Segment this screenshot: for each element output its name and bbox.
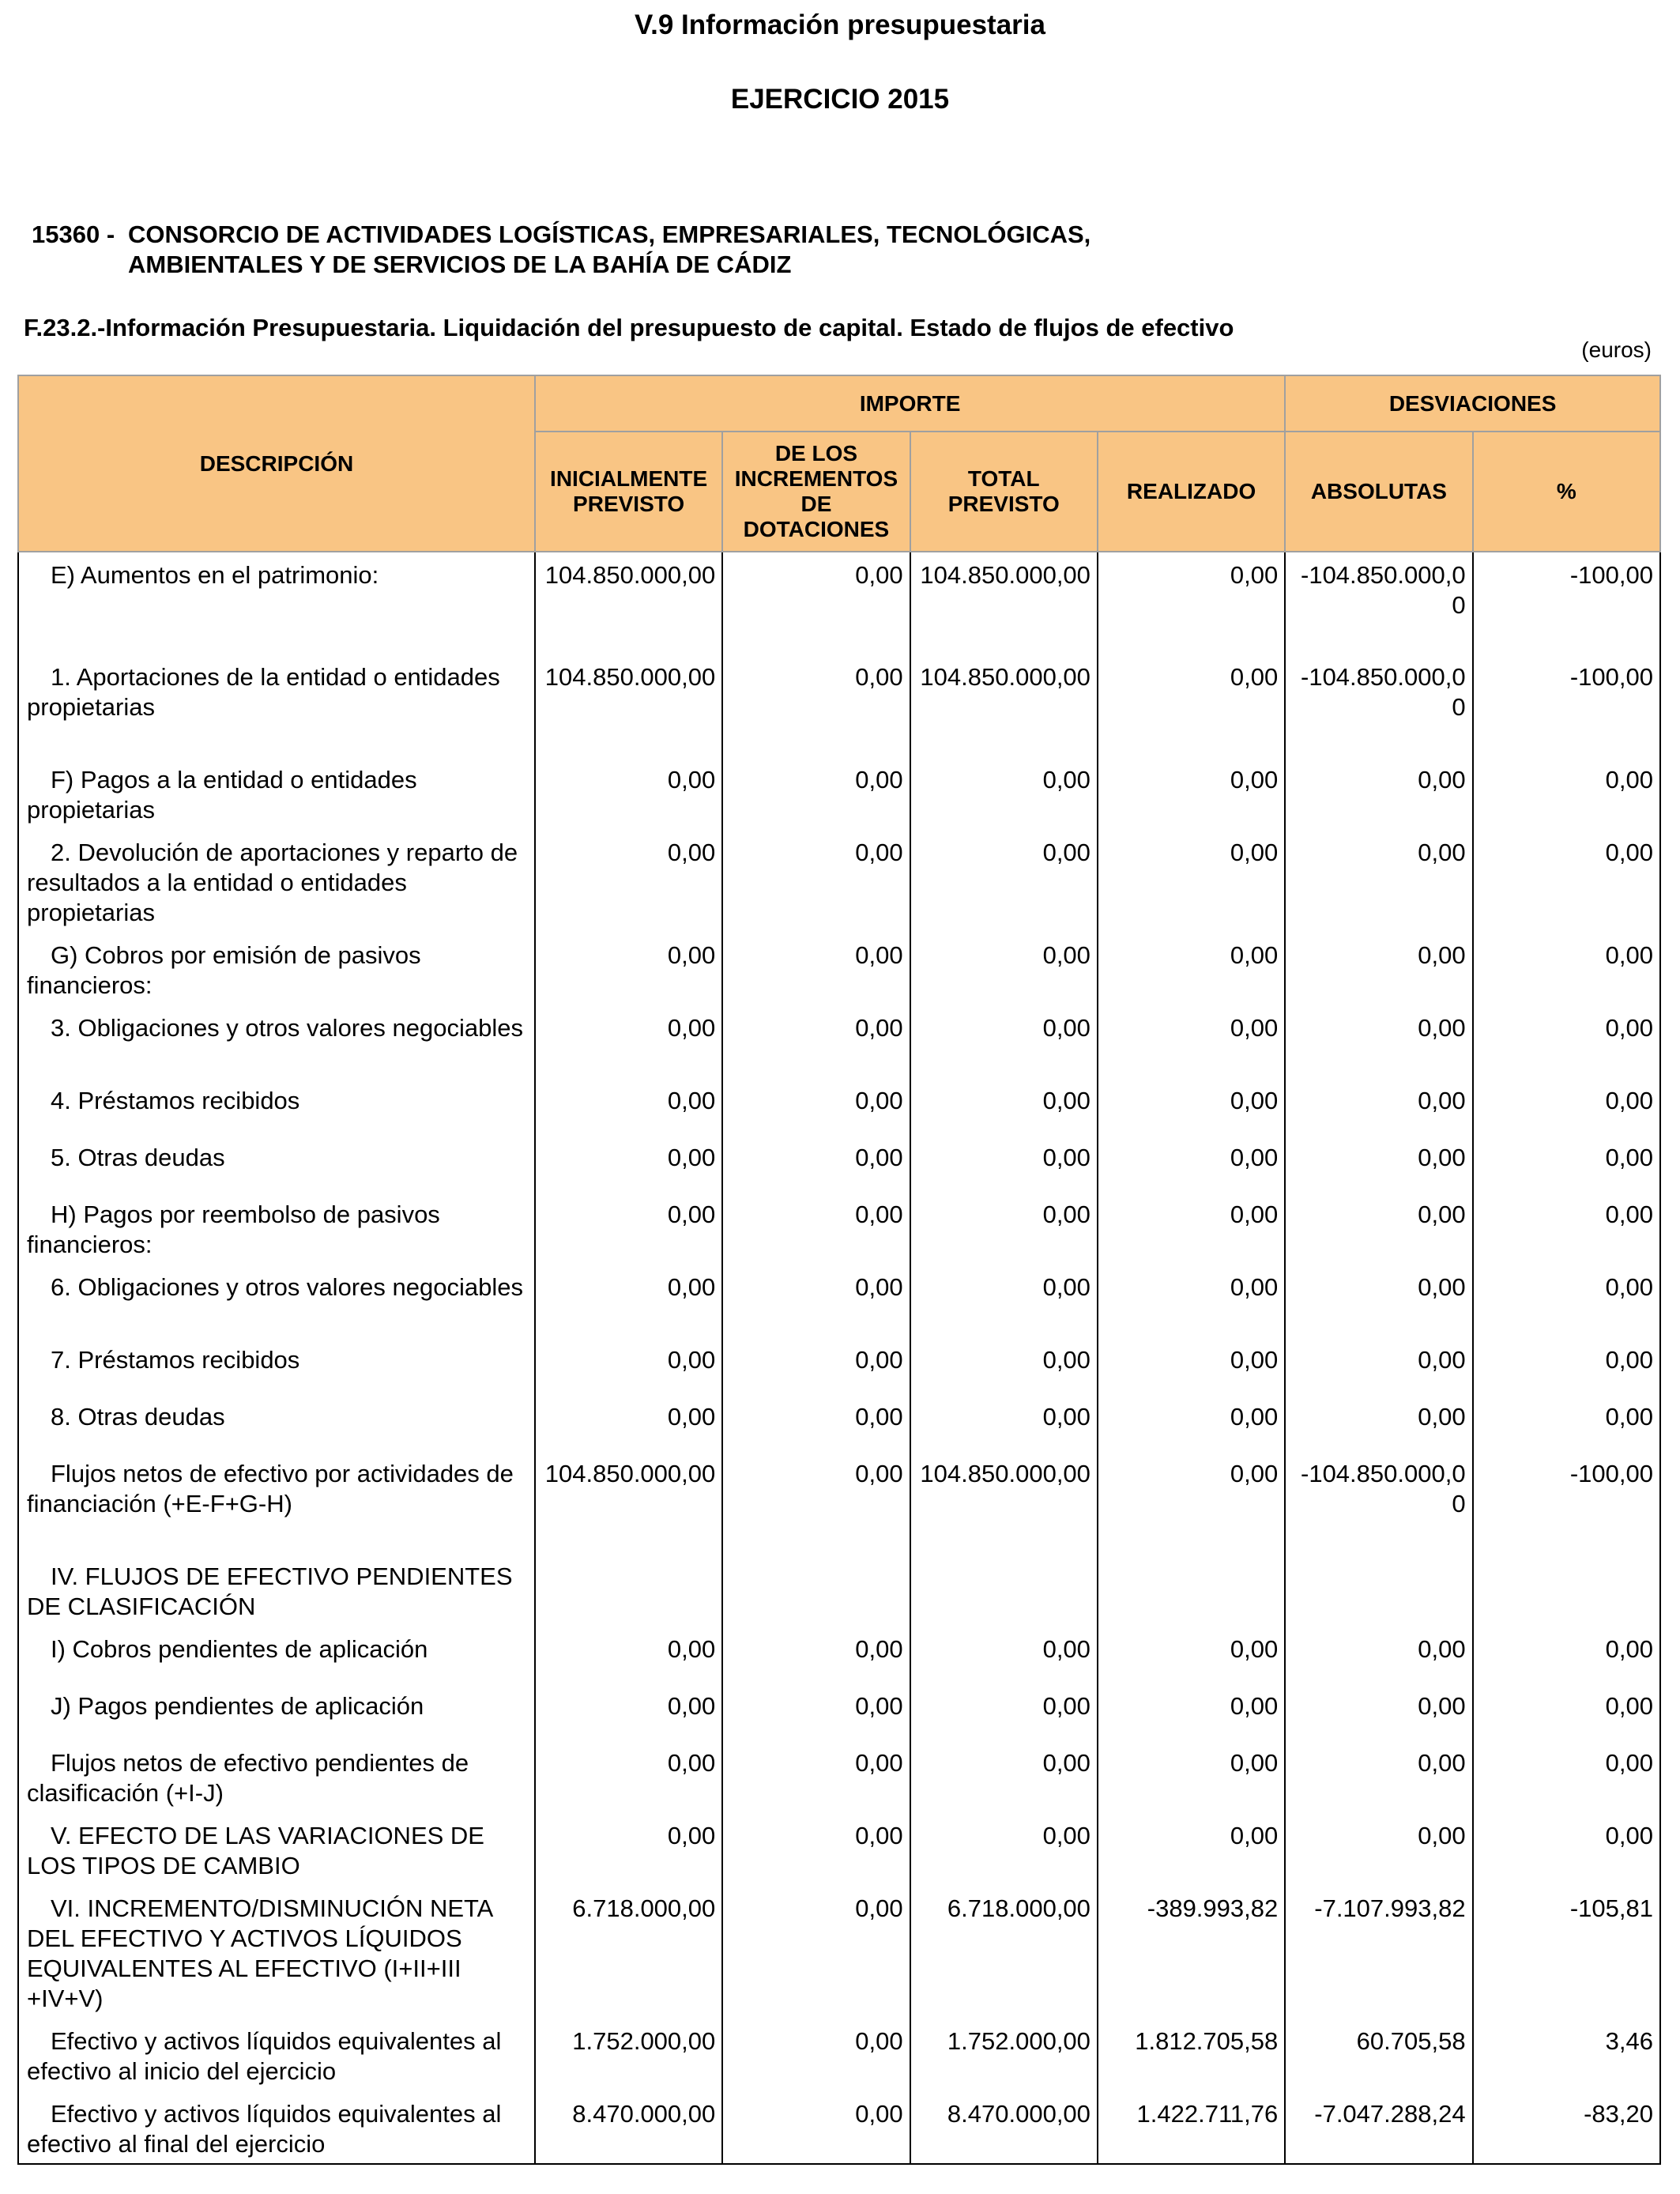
cell-porcentaje: 0,00 <box>1473 1135 1660 1192</box>
cell-total-previsto: 0,00 <box>910 1740 1098 1813</box>
table-row <box>18 552 1660 654</box>
cell-total-previsto: 0,00 <box>910 830 1098 933</box>
table-row <box>18 1451 1660 1554</box>
cell-incrementos: 0,00 <box>722 1886 910 2019</box>
cell-incrementos: 0,00 <box>722 1265 910 1337</box>
cell-incrementos: 0,00 <box>722 654 910 757</box>
row-description: G) Cobros por emisión de pasivos financieros: <box>18 933 535 1005</box>
cell-incrementos: 0,00 <box>722 2091 910 2164</box>
row-description: 7. Préstamos recibidos <box>18 1337 535 1394</box>
row-description: 5. Otras deudas <box>18 1135 535 1192</box>
table-row <box>18 1078 1660 1135</box>
cell-total-previsto: 0,00 <box>910 1813 1098 1886</box>
cell-realizado <box>1098 1554 1285 1627</box>
cell-realizado: 0,00 <box>1098 830 1285 933</box>
cell-total-previsto: 0,00 <box>910 933 1098 1005</box>
cell-total-previsto: 0,00 <box>910 757 1098 830</box>
table-row <box>18 933 1660 1005</box>
cell-incrementos: 0,00 <box>722 1740 910 1813</box>
cell-inicialmente-previsto: 0,00 <box>535 1005 722 1078</box>
unit-label: (euros) <box>1581 337 1652 362</box>
cell-inicialmente-previsto: 104.850.000,00 <box>535 654 722 757</box>
table-body <box>18 552 1660 2164</box>
cell-porcentaje: 0,00 <box>1473 1265 1660 1337</box>
cell-absolutas: 0,00 <box>1285 830 1472 933</box>
cell-absolutas <box>1285 1554 1472 1627</box>
cell-porcentaje: 3,46 <box>1473 2019 1660 2091</box>
row-description: 4. Préstamos recibidos <box>18 1078 535 1135</box>
cell-absolutas: -104.850.000,00 <box>1285 1451 1472 1554</box>
row-description: F) Pagos a la entidad o entidades propietarias <box>18 757 535 830</box>
cell-inicialmente-previsto: 0,00 <box>535 1627 722 1683</box>
cell-total-previsto: 1.752.000,00 <box>910 2019 1098 2091</box>
header-inicialmente-previsto: INICIALMENTE PREVISTO <box>535 432 722 552</box>
cell-total-previsto: 104.850.000,00 <box>910 654 1098 757</box>
table-row <box>18 1005 1660 1078</box>
cell-total-previsto: 0,00 <box>910 1265 1098 1337</box>
cell-incrementos: 0,00 <box>722 1451 910 1554</box>
cell-inicialmente-previsto: 0,00 <box>535 1394 722 1451</box>
entity-name-line1: CONSORCIO DE ACTIVIDADES LOGÍSTICAS, EMPRESARIALES, TECNOLÓGICAS, <box>128 221 1091 248</box>
cell-total-previsto: 104.850.000,00 <box>910 552 1098 654</box>
cell-absolutas: 0,00 <box>1285 1813 1472 1886</box>
row-description: 2. Devolución de aportaciones y reparto de resultados a la entidad o entidades propietarias <box>18 830 535 933</box>
table-row <box>18 1740 1660 1813</box>
table-row <box>18 2019 1660 2091</box>
row-description: E) Aumentos en el patrimonio: <box>18 552 535 654</box>
cell-incrementos: 0,00 <box>722 830 910 933</box>
cell-incrementos: 0,00 <box>722 933 910 1005</box>
cell-inicialmente-previsto: 0,00 <box>535 1135 722 1192</box>
row-description: I) Cobros pendientes de aplicación <box>18 1627 535 1683</box>
cell-total-previsto: 8.470.000,00 <box>910 2091 1098 2164</box>
cell-porcentaje: 0,00 <box>1473 1005 1660 1078</box>
section-title: F.23.2.-Información Presupuestaria. Liquidación del presupuesto de capital. Estado de flujos de efectivo <box>24 314 1234 341</box>
cell-porcentaje: 0,00 <box>1473 1740 1660 1813</box>
cell-porcentaje <box>1473 1554 1660 1627</box>
table-row <box>18 654 1660 757</box>
cell-porcentaje: 0,00 <box>1473 1627 1660 1683</box>
header-importe: IMPORTE <box>535 375 1285 432</box>
header-desviaciones: DESVIACIONES <box>1285 375 1660 432</box>
table-row <box>18 1683 1660 1740</box>
header-incrementos: DE LOS INCREMENTOS DE DOTACIONES <box>722 432 910 552</box>
cell-total-previsto: 6.718.000,00 <box>910 1886 1098 2019</box>
row-description: 6. Obligaciones y otros valores negociables <box>18 1265 535 1337</box>
cell-porcentaje: 0,00 <box>1473 1192 1660 1265</box>
row-description: Efectivo y activos líquidos equivalentes al efectivo al final del ejercicio <box>18 2091 535 2164</box>
row-description: V. EFECTO DE LAS VARIACIONES DE LOS TIPOS DE CAMBIO <box>18 1813 535 1886</box>
cell-inicialmente-previsto: 0,00 <box>535 1683 722 1740</box>
row-description: Flujos netos de efectivo por actividades de financiación (+E-F+G-H) <box>18 1451 535 1554</box>
cell-total-previsto: 0,00 <box>910 1337 1098 1394</box>
cell-realizado: 0,00 <box>1098 1192 1285 1265</box>
cell-absolutas: 0,00 <box>1285 1394 1472 1451</box>
table-row <box>18 757 1660 830</box>
cell-inicialmente-previsto: 0,00 <box>535 1740 722 1813</box>
row-description: 3. Obligaciones y otros valores negociables <box>18 1005 535 1078</box>
cell-incrementos: 0,00 <box>722 1683 910 1740</box>
cell-realizado: 0,00 <box>1098 1683 1285 1740</box>
cell-inicialmente-previsto: 0,00 <box>535 933 722 1005</box>
cell-realizado: 0,00 <box>1098 1451 1285 1554</box>
cell-total-previsto: 0,00 <box>910 1135 1098 1192</box>
cell-absolutas: -104.850.000,00 <box>1285 552 1472 654</box>
cell-realizado: 0,00 <box>1098 1627 1285 1683</box>
header-total-previsto: TOTAL PREVISTO <box>910 432 1098 552</box>
cell-incrementos: 0,00 <box>722 1135 910 1192</box>
cell-inicialmente-previsto: 1.752.000,00 <box>535 2019 722 2091</box>
cell-incrementos: 0,00 <box>722 757 910 830</box>
cell-absolutas: 0,00 <box>1285 1005 1472 1078</box>
cell-inicialmente-previsto: 6.718.000,00 <box>535 1886 722 2019</box>
table-row <box>18 1192 1660 1265</box>
cell-absolutas: 0,00 <box>1285 1627 1472 1683</box>
cell-porcentaje: 0,00 <box>1473 933 1660 1005</box>
budget-table <box>17 375 1661 2165</box>
cell-incrementos: 0,00 <box>722 552 910 654</box>
cell-absolutas: 0,00 <box>1285 1683 1472 1740</box>
cell-realizado: 0,00 <box>1098 933 1285 1005</box>
cell-incrementos: 0,00 <box>722 1337 910 1394</box>
cell-absolutas: 0,00 <box>1285 1740 1472 1813</box>
cell-porcentaje: -105,81 <box>1473 1886 1660 2019</box>
cell-realizado: 1.812.705,58 <box>1098 2019 1285 2091</box>
header-porcentaje: % <box>1473 432 1660 552</box>
cell-absolutas: -104.850.000,00 <box>1285 654 1472 757</box>
row-description: Efectivo y activos líquidos equivalentes al efectivo al inicio del ejercicio <box>18 2019 535 2091</box>
cell-inicialmente-previsto: 104.850.000,00 <box>535 1451 722 1554</box>
table-row <box>18 1135 1660 1192</box>
row-description: Flujos netos de efectivo pendientes de clasificación (+I-J) <box>18 1740 535 1813</box>
cell-absolutas: 0,00 <box>1285 933 1472 1005</box>
cell-inicialmente-previsto: 8.470.000,00 <box>535 2091 722 2164</box>
table-row <box>18 1265 1660 1337</box>
cell-absolutas: 0,00 <box>1285 757 1472 830</box>
header-realizado: REALIZADO <box>1098 432 1285 552</box>
cell-inicialmente-previsto <box>535 1554 722 1627</box>
table-row <box>18 1554 1660 1627</box>
cell-total-previsto: 0,00 <box>910 1192 1098 1265</box>
cell-total-previsto: 0,00 <box>910 1627 1098 1683</box>
cell-porcentaje: 0,00 <box>1473 757 1660 830</box>
cell-incrementos: 0,00 <box>722 1813 910 1886</box>
cell-incrementos: 0,00 <box>722 1627 910 1683</box>
cell-absolutas: 0,00 <box>1285 1135 1472 1192</box>
table-row <box>18 1886 1660 2019</box>
cell-realizado: 0,00 <box>1098 1005 1285 1078</box>
row-description: 8. Otras deudas <box>18 1394 535 1451</box>
cell-realizado: 0,00 <box>1098 1078 1285 1135</box>
cell-total-previsto: 104.850.000,00 <box>910 1451 1098 1554</box>
row-description: VI. INCREMENTO/DISMINUCIÓN NETA DEL EFECTIVO Y ACTIVOS LÍQUIDOS EQUIVALENTES AL EFECTIVO (I+II+III +IV+V) <box>18 1886 535 2019</box>
table-row <box>18 1813 1660 1886</box>
cell-porcentaje: 0,00 <box>1473 830 1660 933</box>
cell-absolutas: 0,00 <box>1285 1192 1472 1265</box>
cell-porcentaje: 0,00 <box>1473 1337 1660 1394</box>
cell-inicialmente-previsto: 0,00 <box>535 1813 722 1886</box>
cell-absolutas: 0,00 <box>1285 1078 1472 1135</box>
entity-code: 15360 - <box>32 221 115 248</box>
cell-inicialmente-previsto: 104.850.000,00 <box>535 552 722 654</box>
cell-inicialmente-previsto: 0,00 <box>535 1192 722 1265</box>
cell-absolutas: 0,00 <box>1285 1337 1472 1394</box>
header-absolutas: ABSOLUTAS <box>1285 432 1472 552</box>
cell-incrementos: 0,00 <box>722 1005 910 1078</box>
row-description: J) Pagos pendientes de aplicación <box>18 1683 535 1740</box>
table-row <box>18 1394 1660 1451</box>
cell-porcentaje: -100,00 <box>1473 552 1660 654</box>
cell-realizado: 0,00 <box>1098 757 1285 830</box>
table-row <box>18 1627 1660 1683</box>
cell-total-previsto: 0,00 <box>910 1683 1098 1740</box>
cell-realizado: 0,00 <box>1098 654 1285 757</box>
cell-porcentaje: 0,00 <box>1473 1813 1660 1886</box>
cell-realizado: 0,00 <box>1098 552 1285 654</box>
cell-absolutas: -7.047.288,24 <box>1285 2091 1472 2164</box>
cell-inicialmente-previsto: 0,00 <box>535 1265 722 1337</box>
cell-porcentaje: -100,00 <box>1473 654 1660 757</box>
row-description: IV. FLUJOS DE EFECTIVO PENDIENTES DE CLASIFICACIÓN <box>18 1554 535 1627</box>
cell-porcentaje: 0,00 <box>1473 1078 1660 1135</box>
cell-total-previsto: 0,00 <box>910 1078 1098 1135</box>
cell-total-previsto: 0,00 <box>910 1394 1098 1451</box>
cell-realizado: 0,00 <box>1098 1265 1285 1337</box>
table-row <box>18 1337 1660 1394</box>
cell-inicialmente-previsto: 0,00 <box>535 757 722 830</box>
cell-porcentaje: -83,20 <box>1473 2091 1660 2164</box>
cell-total-previsto <box>910 1554 1098 1627</box>
cell-total-previsto: 0,00 <box>910 1005 1098 1078</box>
cell-inicialmente-previsto: 0,00 <box>535 1078 722 1135</box>
table-row <box>18 830 1660 933</box>
cell-porcentaje: -100,00 <box>1473 1451 1660 1554</box>
cell-realizado: 0,00 <box>1098 1740 1285 1813</box>
table-row <box>18 2091 1660 2164</box>
cell-incrementos <box>722 1554 910 1627</box>
cell-incrementos: 0,00 <box>722 2019 910 2091</box>
cell-realizado: -389.993,82 <box>1098 1886 1285 2019</box>
cell-porcentaje: 0,00 <box>1473 1683 1660 1740</box>
page-subtitle: EJERCICIO 2015 <box>730 84 950 115</box>
cell-absolutas: 0,00 <box>1285 1265 1472 1337</box>
row-description: 1. Aportaciones de la entidad o entidades propietarias <box>18 654 535 757</box>
cell-absolutas: 60.705,58 <box>1285 2019 1472 2091</box>
cell-realizado: 1.422.711,76 <box>1098 2091 1285 2164</box>
header-descripcion: DESCRIPCIÓN <box>18 375 535 552</box>
cell-realizado: 0,00 <box>1098 1813 1285 1886</box>
cell-incrementos: 0,00 <box>722 1394 910 1451</box>
cell-realizado: 0,00 <box>1098 1394 1285 1451</box>
cell-incrementos: 0,00 <box>722 1078 910 1135</box>
cell-realizado: 0,00 <box>1098 1337 1285 1394</box>
cell-inicialmente-previsto: 0,00 <box>535 830 722 933</box>
page-title: V.9 Información presupuestaria <box>635 9 1045 40</box>
entity-name-line2: AMBIENTALES Y DE SERVICIOS DE LA BAHÍA DE CÁDIZ <box>128 251 792 278</box>
cell-inicialmente-previsto: 0,00 <box>535 1337 722 1394</box>
cell-incrementos: 0,00 <box>722 1192 910 1265</box>
row-description: H) Pagos por reembolso de pasivos financieros: <box>18 1192 535 1265</box>
entity-heading <box>32 220 1090 280</box>
cell-realizado: 0,00 <box>1098 1135 1285 1192</box>
cell-absolutas: -7.107.993,82 <box>1285 1886 1472 2019</box>
cell-porcentaje: 0,00 <box>1473 1394 1660 1451</box>
